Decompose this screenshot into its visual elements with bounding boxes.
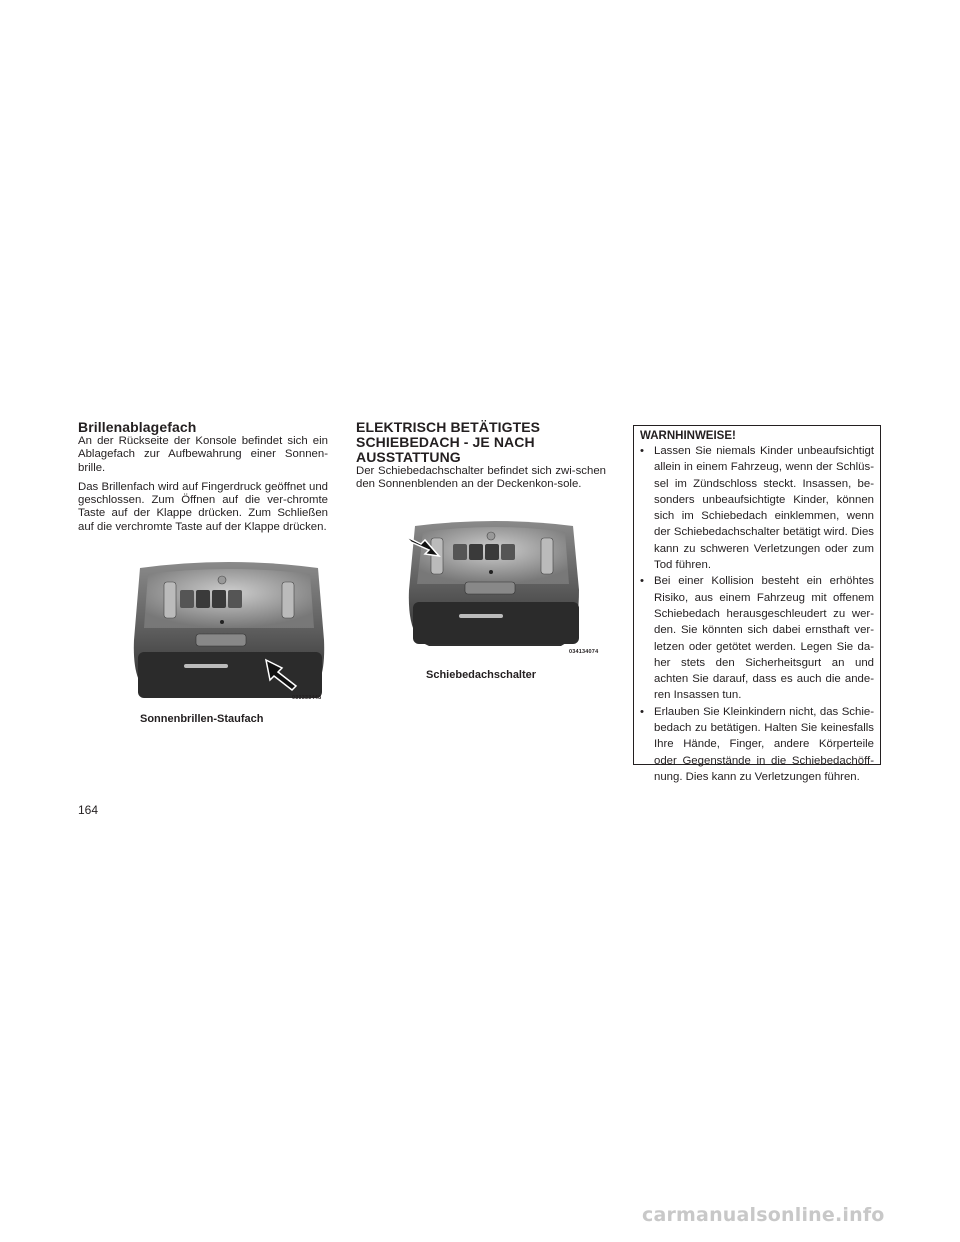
warning-list [640,443,874,785]
bullet-glyph: • [640,575,644,588]
heading-line-1: ELEKTRISCH BETÄTIGTES [356,419,541,435]
heading-line-3: AUSSTATTUNG [356,449,461,465]
warning-item-text: Lassen Sie niemals Kinder unbeaufsichtigt allein in einem Fahrzeug, wenn der Schlüs-sel im Zündschloss steckt. Insassen, be-sonders unbeaufsichtigte Kinder, können sich im Schiebedach einklemmen, wenn der Schiebedachschalter betätigt wird. Dies kann zu schweren Verletzungen oder zum Tod führen. [654,445,874,572]
warning-title: WARNHINWEISE! [640,430,736,442]
heading-line-2: SCHIEBEDACH - JE NACH [356,434,535,450]
warning-item-text: Bei einer Kollision besteht ein erhöhtes Risiko, aus einem Fahrzeug mit offenem Schiebedach herausgeschleudert zu wer-den. Sie könnten sich dabei ernsthaft ver-letzen oder getötet werden. Legen Sie da-her stets den Sicherheitsgurt an und achten Sie darauf, dass es auch die ande-ren Insassen tun. [654,575,874,702]
warning-box [633,425,881,783]
figure-caption-sunglasses: Sonnenbrillen-Staufach [140,713,264,725]
paragraph-sunglasses-1: An der Rückseite der Konsole befindet sich ein Ablagefach zur Aufbewahrung einer Sonnen-brille. [78,435,328,474]
bullet-glyph: • [640,445,644,457]
figure-code: 034134074 [569,649,599,655]
watermark: carmanualsonline.info [642,1204,885,1226]
section-heading-sunroof [356,420,606,465]
paragraph-sunroof: Der Schiebedachschalter befindet sich zwi-schen den Sonnenblenden an der Deckenkon-sole. [356,465,606,491]
warning-item-text: Erlauben Sie Kleinkindern nicht, das Schie-bedach zu betätigen. Halten Sie keinesfalls Ihre Hände, Finger, andere Körperteile oder Gegenstände in die Schiebedachöff-nung. Dies kann zu Verletzungen führen. [654,705,874,783]
warning-item [640,704,874,785]
bullet-glyph: • [640,705,644,718]
column-left [78,420,328,540]
section-heading-sunglasses: Brillenablagefach [78,419,197,435]
paragraph-sunglasses-2: Das Brillenfach wird auf Fingerdruck geöffnet und geschlossen. Zum Öffnen auf die ver-chromte Taste auf der Klappe drücken. Zum Schließen auf die verchromte Taste auf der Klappe drücken. [78,480,328,533]
figure-code: 033333448 [292,695,322,701]
figure-sunglasses-bin [118,560,340,708]
warning-item [640,443,874,573]
figure-sunroof-switch [395,520,613,660]
figure-caption-sunroof: Schiebedachschalter [426,669,537,681]
page-number: 164 [78,803,99,817]
column-middle [356,420,606,498]
sunroof-switch-illustration [395,520,613,660]
warning-item [640,573,874,703]
overhead-console-illustration [118,560,340,708]
